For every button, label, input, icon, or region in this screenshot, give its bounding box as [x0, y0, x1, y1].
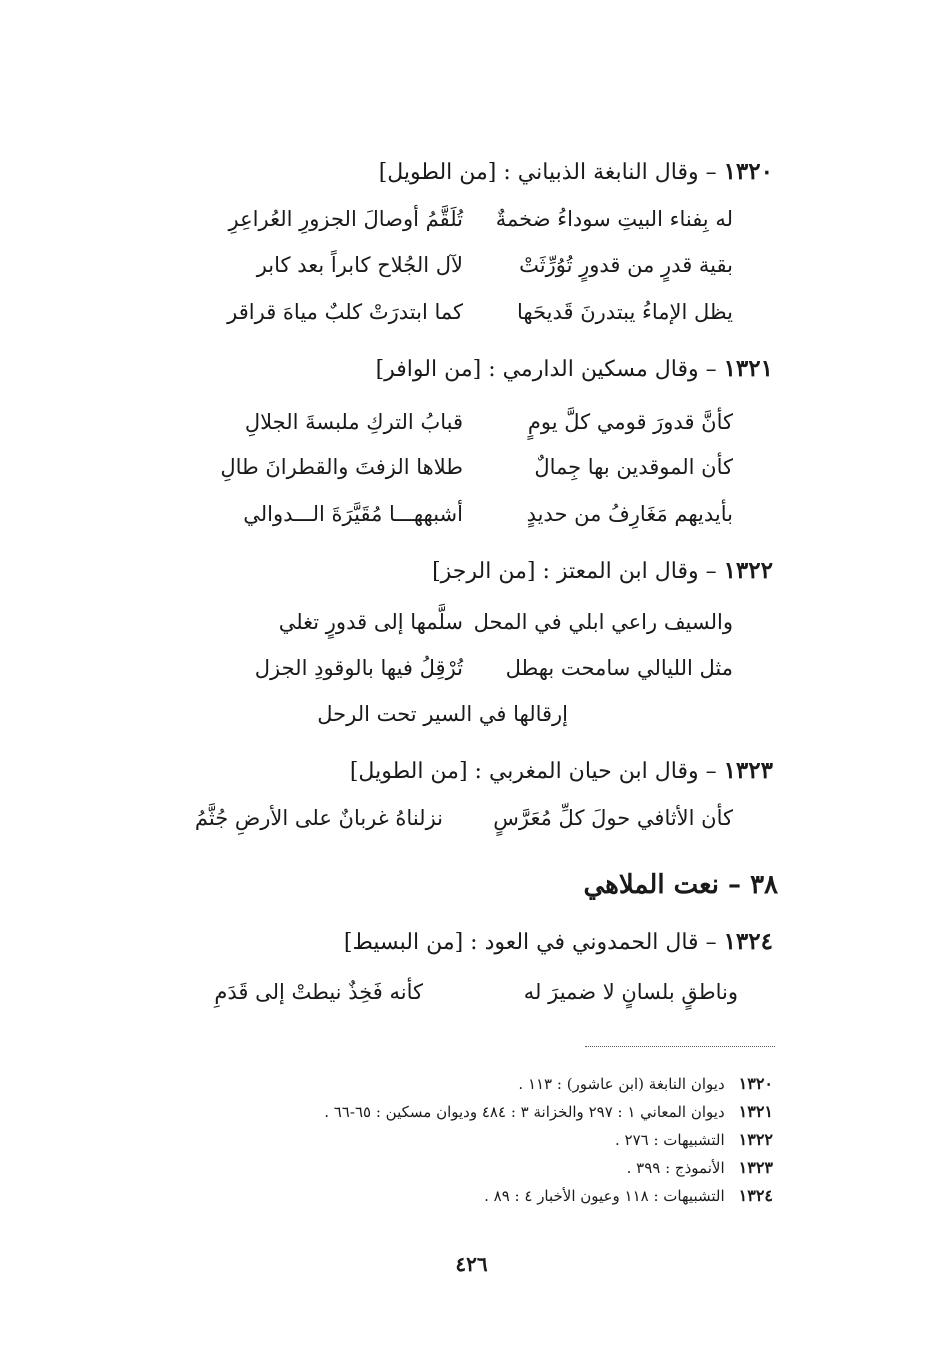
entry-number: ١٣٢٤ — [723, 928, 773, 955]
footnote — [627, 1158, 773, 1177]
footnote — [518, 1074, 773, 1093]
verse-second-hemistich: أشبههـــا مُقَيَّرَةَ الـــدوالي — [243, 502, 463, 526]
entry-number: ١٣٢٢ — [723, 557, 773, 584]
entry-number: ١٣٢١ — [723, 355, 773, 382]
section-title: – نعت الملاهي — [583, 870, 741, 900]
verse-first-hemistich: كأنَّ قدورَ قومي كلَّ يومٍ — [527, 410, 733, 434]
verse-first-hemistich: بأيديهم مَغَارِفُ من حديدٍ — [526, 502, 733, 526]
entry-number: ١٣٢٠ — [723, 158, 773, 185]
page-number: ٤٢٦ — [455, 1252, 488, 1276]
footnote-text: التشبيهات : ١١٨ وعيون الأخبار ٤ : ٨٩ . — [484, 1187, 725, 1205]
footnote-number: ١٣٢٢ — [738, 1130, 773, 1149]
entry-title: – وقال ابن المعتز : [من الرجز] — [432, 559, 717, 584]
verse-second-hemistich: تُرْقِلُ فيها بالوقودِ الجزل — [254, 656, 463, 680]
verse-first-hemistich: مثل الليالي سامحت بهطل — [505, 656, 733, 680]
verse-line — [0, 502, 943, 536]
footnote-text: ديوان المعاني ١ : ٢٩٧ والخزانة ٣ : ٤٨٤ وديوان مسكين : ٦٥-٦٦ . — [324, 1103, 725, 1121]
verse-line — [0, 980, 943, 1014]
footnote — [484, 1186, 773, 1205]
verse-line — [0, 253, 943, 287]
footnote-text: الأنموذج : ٣٩٩ . — [626, 1159, 725, 1177]
verse-first-hemistich: كأن الموقدين بها جِمالٌ — [534, 455, 733, 479]
footnote-text: ديوان النابغة (ابن عاشور) : ١١٣ . — [518, 1075, 725, 1093]
verse-line — [0, 207, 943, 241]
verse-second-hemistich: طلاها الزفتَ والقطرانَ طالِ — [220, 455, 463, 479]
entry-number: ١٣٢٣ — [723, 757, 773, 784]
entry-heading — [344, 928, 773, 955]
verse-second-hemistich: لآل الجُلاح كابراً بعد كابر — [256, 253, 463, 277]
verse-line — [0, 610, 943, 644]
footnote-divider — [585, 1046, 775, 1047]
entry-title: – قال الحمدوني في العود : [من البسيط] — [343, 930, 717, 955]
verse-line — [0, 702, 943, 736]
entry-heading — [432, 557, 773, 584]
verse-first-hemistich: بقية قدرٍ من قدورٍ تُوُرِّثَتْ — [519, 253, 733, 277]
footnote-number: ١٣٢١ — [738, 1102, 773, 1121]
entry-heading — [350, 757, 773, 784]
verse-second-hemistich: سلَّمها إلى قدورٍ تغلي — [278, 610, 463, 634]
verse-first-hemistich: كأن الأثافي حولَ كلِّ مُعَرَّسٍ — [493, 806, 733, 830]
verse-first-hemistich: والسيف راعي ابلي في المحل — [473, 610, 733, 634]
verse-single-hemistich: إرقالها في السير تحت الرحل — [317, 702, 568, 726]
verse-second-hemistich: تُلَقَّمُ أوصالَ الجزورِ العُراعِرِ — [228, 207, 463, 231]
entry-heading — [379, 158, 773, 185]
footnote-number: ١٣٢٣ — [738, 1158, 773, 1177]
verse-line — [0, 300, 943, 334]
entry-title: – وقال النابغة الذبياني : [من الطويل] — [378, 160, 717, 185]
verse-first-hemistich: يظل الإماءُ يبتدرنَ قَديحَها — [517, 300, 733, 324]
verse-second-hemistich: قبابُ التركِ ملبسةَ الجلالِ — [244, 410, 463, 434]
entry-heading — [376, 355, 773, 382]
entry-title: – وقال مسكين الدارمي : [من الوافر] — [375, 357, 717, 382]
entry-title: – وقال ابن حيان المغربي : [من الطويل] — [349, 759, 717, 784]
verse-line — [0, 410, 943, 444]
footnote-number: ١٣٢٤ — [738, 1186, 773, 1205]
verse-second-hemistich: نزلناهُ غربانٌ على الأرضِ جُثَّمُ — [194, 806, 443, 830]
footnote — [615, 1130, 773, 1149]
verse-first-hemistich: وناطقٍ بلسانٍ لا ضميرَ له — [523, 980, 738, 1004]
verse-second-hemistich: كأنه فَخِذٌ نيطتْ إلى قَدَمِ — [214, 980, 423, 1004]
section-heading — [584, 870, 779, 900]
verse-line — [0, 806, 943, 840]
footnote-number: ١٣٢٠ — [738, 1074, 773, 1093]
verse-second-hemistich: كما ابتدرَتْ كلبٌ مياهَ قراقر — [227, 300, 463, 324]
verse-line — [0, 656, 943, 690]
section-number: ٣٨ — [750, 870, 778, 900]
footnote — [324, 1102, 773, 1121]
verse-line — [0, 455, 943, 489]
verse-first-hemistich: له بِفناء البيتِ سوداءُ ضخمةٌ — [495, 207, 733, 231]
footnote-text: التشبيهات : ٢٧٦ . — [615, 1131, 725, 1149]
